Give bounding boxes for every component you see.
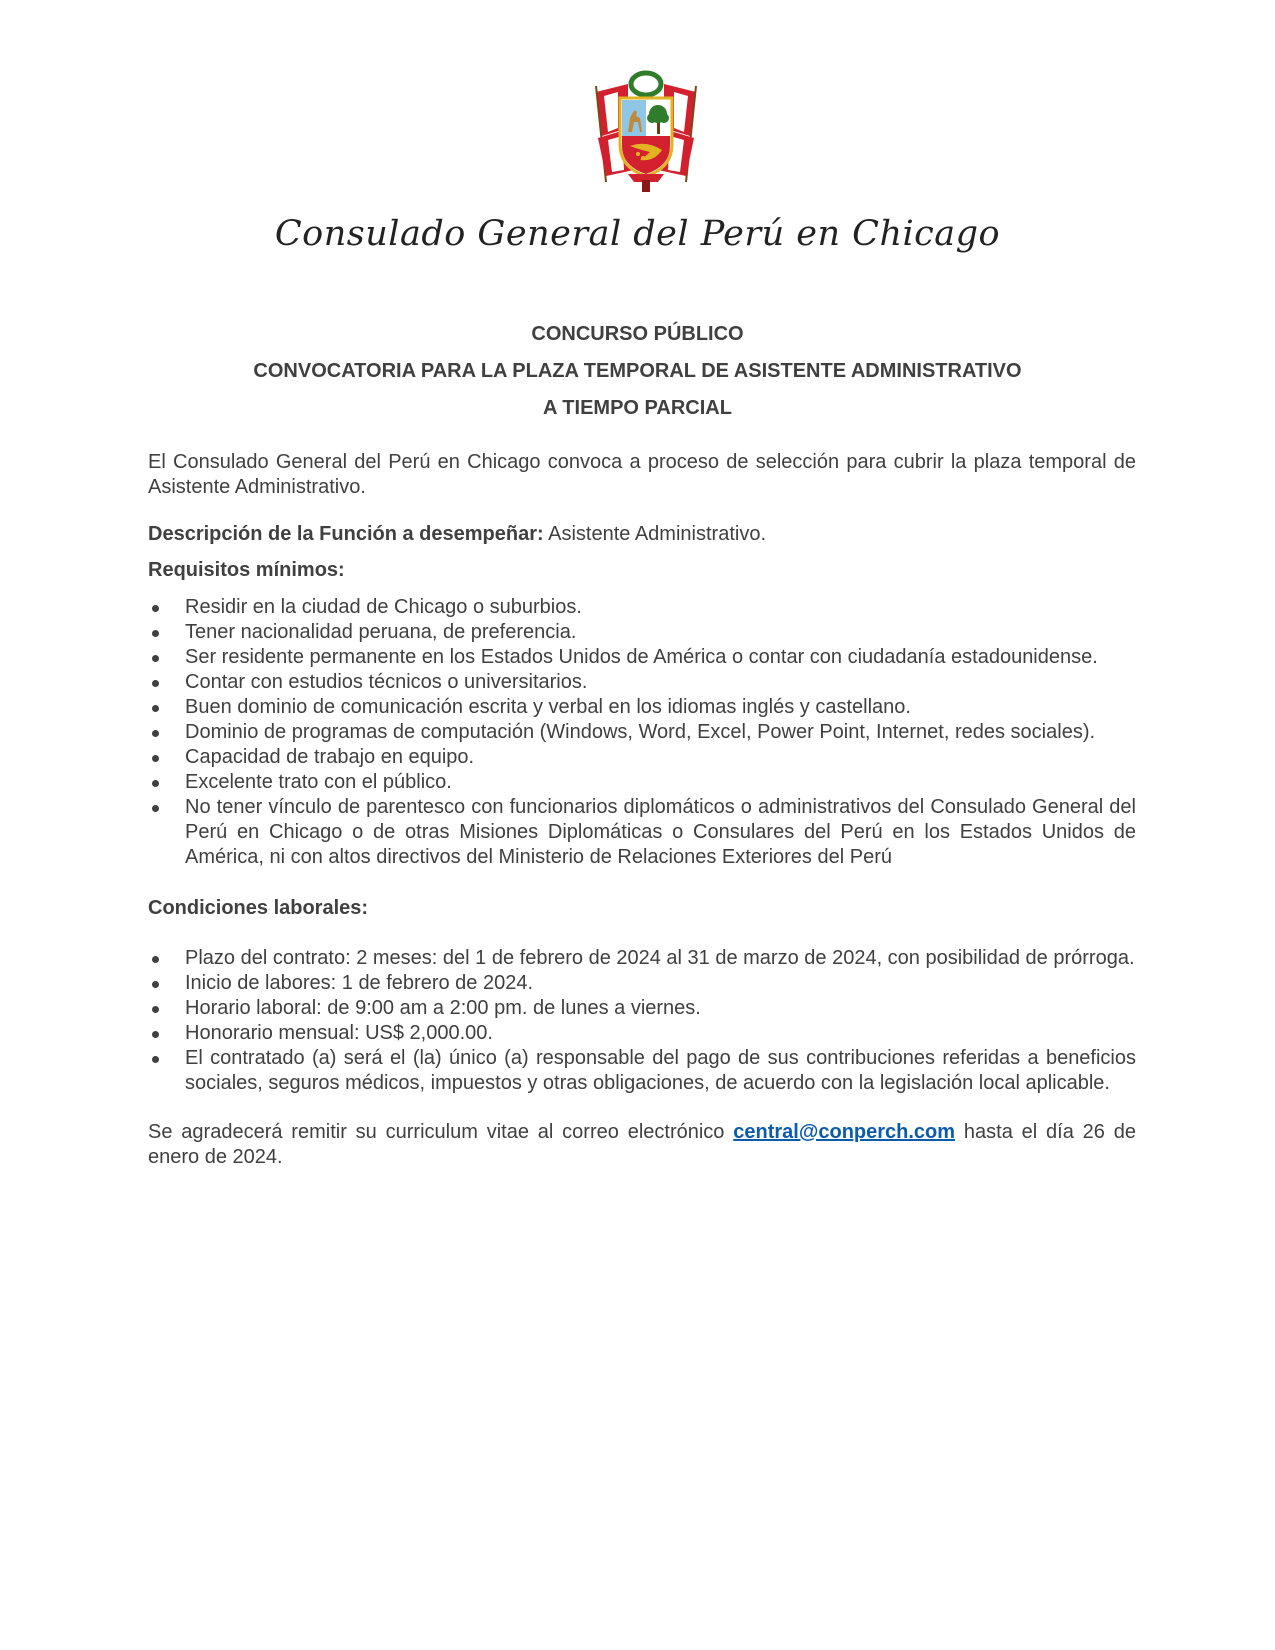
list-item [148, 720, 1136, 745]
requirements-list [148, 595, 1136, 870]
bullet-dot-icon [152, 630, 159, 637]
bullet-dot-icon [152, 655, 159, 662]
list-item [148, 695, 1136, 720]
bullet-dot-icon [152, 605, 159, 612]
list-item [148, 996, 1136, 1021]
list-item-text: Contar con estudios técnicos o universitarios. [185, 671, 588, 693]
bullet-dot-icon [152, 730, 159, 737]
list-item-text: Honorario mensual: US$ 2,000.00. [185, 1022, 493, 1044]
email-link[interactable]: central@conperch.com [733, 1121, 956, 1143]
heading-convocatoria: CONVOCATORIA PARA LA PLAZA TEMPORAL DE ASISTENTE ADMINISTRATIVO [253, 360, 1022, 382]
bullet-dot-icon [152, 1006, 159, 1013]
list-item-text: Plazo del contrato: 2 meses: del 1 de febrero de 2024 al 31 de marzo de 2024, con posibilidad de prórroga. [185, 947, 1135, 969]
function-description [148, 522, 1136, 547]
bullet-dot-icon [152, 956, 159, 963]
list-item-text: Excelente trato con el público. [185, 771, 452, 793]
closing-text-before: Se agradecerá remitir su curriculum vitae al correo electrónico [148, 1121, 734, 1143]
list-item-text: Inicio de labores: 1 de febrero de 2024. [185, 972, 534, 994]
peru-coat-of-arms-icon [588, 70, 704, 194]
list-item [148, 770, 1136, 795]
list-item-text: El contratado (a) será el (la) único (a) responsable del pago de sus contribuciones referidas a beneficios sociales, seguros médicos, impuestos y otras obligaciones, de acuerdo con la legislación local aplicable. [185, 1047, 1136, 1094]
function-description-label: Descripción de la Función a desempeñar: [148, 523, 544, 545]
closing-text-after: hasta el día 26 de enero de 2024. [148, 1121, 1137, 1168]
list-item [148, 795, 1136, 870]
closing-paragraph [148, 1120, 1136, 1170]
list-item-text: Dominio de programas de computación (Windows, Word, Excel, Power Point, Internet, redes sociales). [185, 721, 1096, 743]
list-item-text: Horario laboral: de 9:00 am a 2:00 pm. de lunes a viernes. [185, 997, 701, 1019]
bullet-dot-icon [152, 1031, 159, 1038]
list-item [148, 946, 1136, 971]
list-item [148, 971, 1136, 996]
conditions-title: Condiciones laborales: [148, 897, 369, 919]
document-body [148, 450, 1136, 1170]
conditions-list [148, 946, 1136, 1096]
bullet-dot-icon [152, 780, 159, 787]
bullet-dot-icon [152, 705, 159, 712]
bullet-dot-icon [152, 680, 159, 687]
bullet-dot-icon [152, 755, 159, 762]
list-item [148, 670, 1136, 695]
list-item-text: Capacidad de trabajo en equipo. [185, 746, 475, 768]
bullet-dot-icon [152, 805, 159, 812]
list-item [148, 745, 1136, 770]
requirements-title: Requisitos mínimos: [148, 559, 345, 581]
bullet-dot-icon [152, 981, 159, 988]
function-description-value: Asistente Administrativo. [543, 523, 766, 545]
list-item-text: Buen dominio de comunicación escrita y verbal en los idiomas inglés y castellano. [185, 696, 911, 718]
consulate-name: Consulado General del Perú en Chicago [274, 214, 1001, 254]
heading-tiempo-parcial: A TIEMPO PARCIAL [543, 397, 732, 419]
list-item [148, 620, 1136, 645]
list-item [148, 595, 1136, 620]
heading-concurso: CONCURSO PÚBLICO [531, 323, 744, 345]
intro-paragraph: El Consulado General del Perú en Chicago convoca a proceso de selección para cubrir la plaza temporal de Asistente Administrativo. [148, 451, 1136, 498]
list-item-text: Tener nacionalidad peruana, de preferencia. [185, 621, 577, 643]
list-item [148, 645, 1136, 670]
list-item-text: No tener vínculo de parentesco con funcionarios diplomáticos o administrativos del Consulado General del Perú en Chicago o de otras Misiones Diplomáticas o Consulares del Perú en los Estados Unidos de América, ni con altos directivos del Ministerio de Relaciones Exteriores del Perú [185, 796, 1136, 868]
list-item [148, 1046, 1136, 1096]
list-item [148, 1021, 1136, 1046]
list-item-text: Residir en la ciudad de Chicago o suburbios. [185, 596, 582, 618]
list-item-text: Ser residente permanente en los Estados Unidos de América o contar con ciudadanía estadounidense. [185, 646, 1098, 668]
bullet-dot-icon [152, 1056, 159, 1063]
